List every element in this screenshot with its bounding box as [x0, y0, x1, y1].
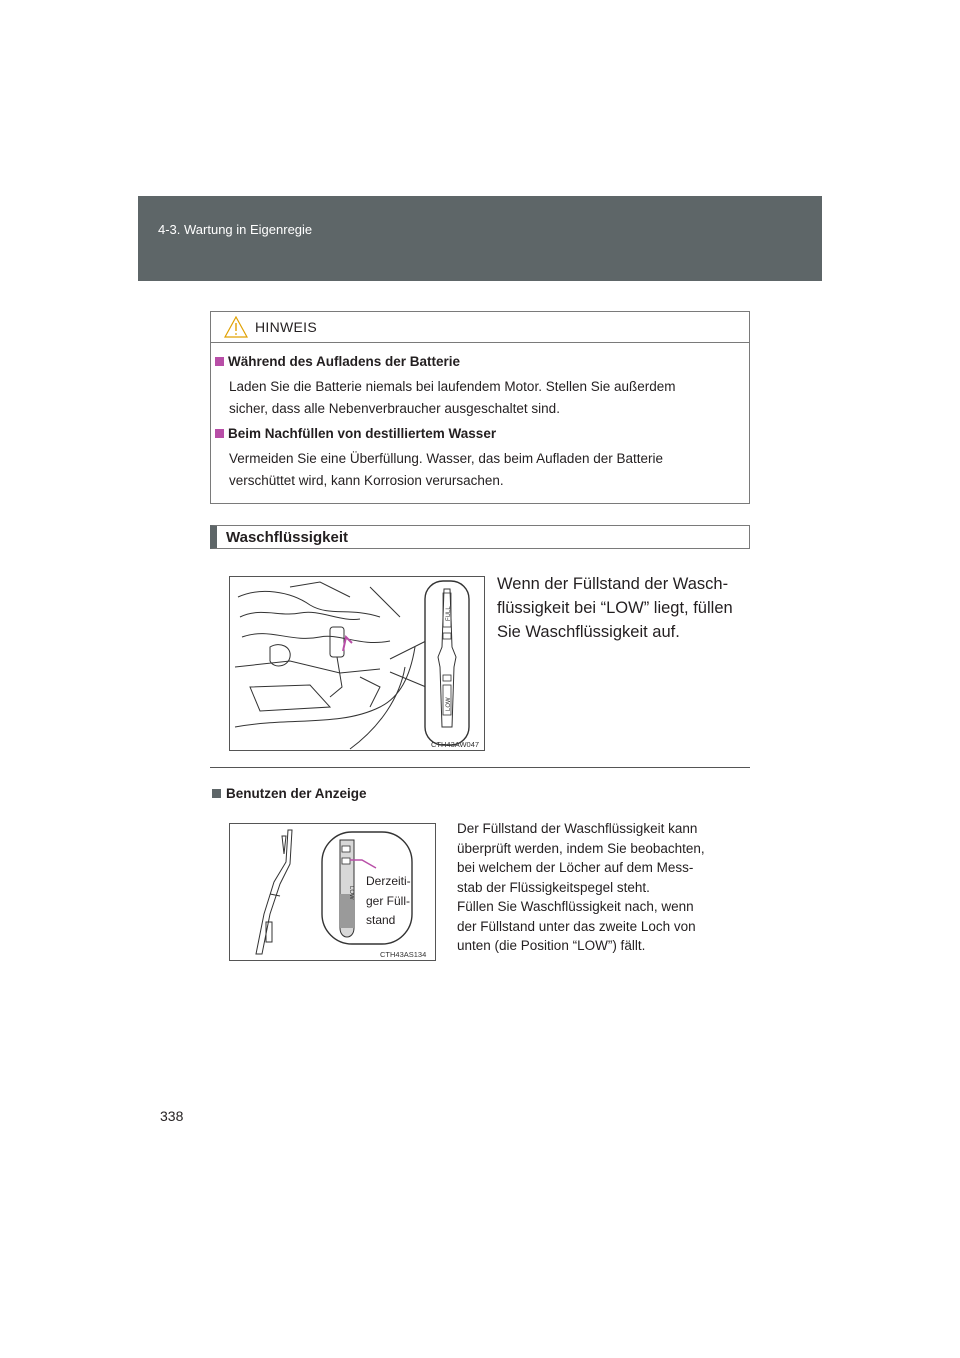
figure-code: CTH43AW047 — [431, 740, 480, 749]
figure-code: CTH43AS134 — [380, 950, 427, 959]
divider — [210, 767, 750, 768]
dipstick-low-label: LOW — [348, 886, 354, 900]
notice-item-heading: Während des Aufladens der Batterie — [215, 354, 460, 369]
dipstick-low-label: LOW — [446, 697, 452, 711]
section-heading — [210, 525, 750, 549]
engine-bay-figure — [229, 576, 485, 751]
dipstick-full-label: FULL — [446, 606, 452, 621]
bullet-square-icon — [212, 789, 221, 798]
bullet-square-icon — [215, 429, 224, 438]
notice-item-heading: Beim Nachfüllen von destilliertem Wasser — [215, 426, 496, 441]
dipstick-usage-text: Der Füllstand der Waschflüssigkeit kann überprüft werden, indem Sie beobachten, bei welchem der Löcher auf dem Mess- stab der Flüssigkeitspegel steht. Füllen Sie Waschflüssigkeit nach, wenn der Füllstand unter das zweite Loch von unten (die Position “LOW”) fällt. — [457, 821, 705, 953]
subsection-heading: Benutzen der Anzeige — [212, 786, 367, 801]
chapter-header — [138, 196, 822, 281]
notice-item-text: Vermeiden Sie eine Überfüllung. Wasser, das beim Aufladen der Batterie verschüttet wird, kann Korrosion verursachen. — [229, 451, 663, 488]
notice-item-text: Laden Sie die Batterie niemals bei laufendem Motor. Stellen Sie außerdem sicher, dass alle Nebenverbraucher ausgeschaltet sind. — [229, 379, 676, 416]
chapter-section-title: 4-3. Wartung in Eigenregie — [158, 222, 313, 237]
section-title: Waschflüssigkeit — [226, 529, 348, 546]
washer-fluid-instruction: Wenn der Füllstand der Wasch- flüssigkeit bei “LOW” liegt, füllen Sie Waschflüssigkeit auf. — [497, 575, 733, 641]
page-number: 338 — [160, 1108, 184, 1124]
notice-box — [210, 311, 750, 504]
current-level-callout: Derzeiti- ger Füll- stand — [366, 874, 411, 927]
bullet-square-icon — [215, 357, 224, 366]
notice-header — [211, 312, 749, 343]
warning-triangle-icon — [224, 316, 248, 338]
engine-bay-illustration — [230, 577, 484, 750]
dipstick-level-figure — [229, 823, 436, 961]
notice-title: HINWEIS — [255, 319, 317, 335]
